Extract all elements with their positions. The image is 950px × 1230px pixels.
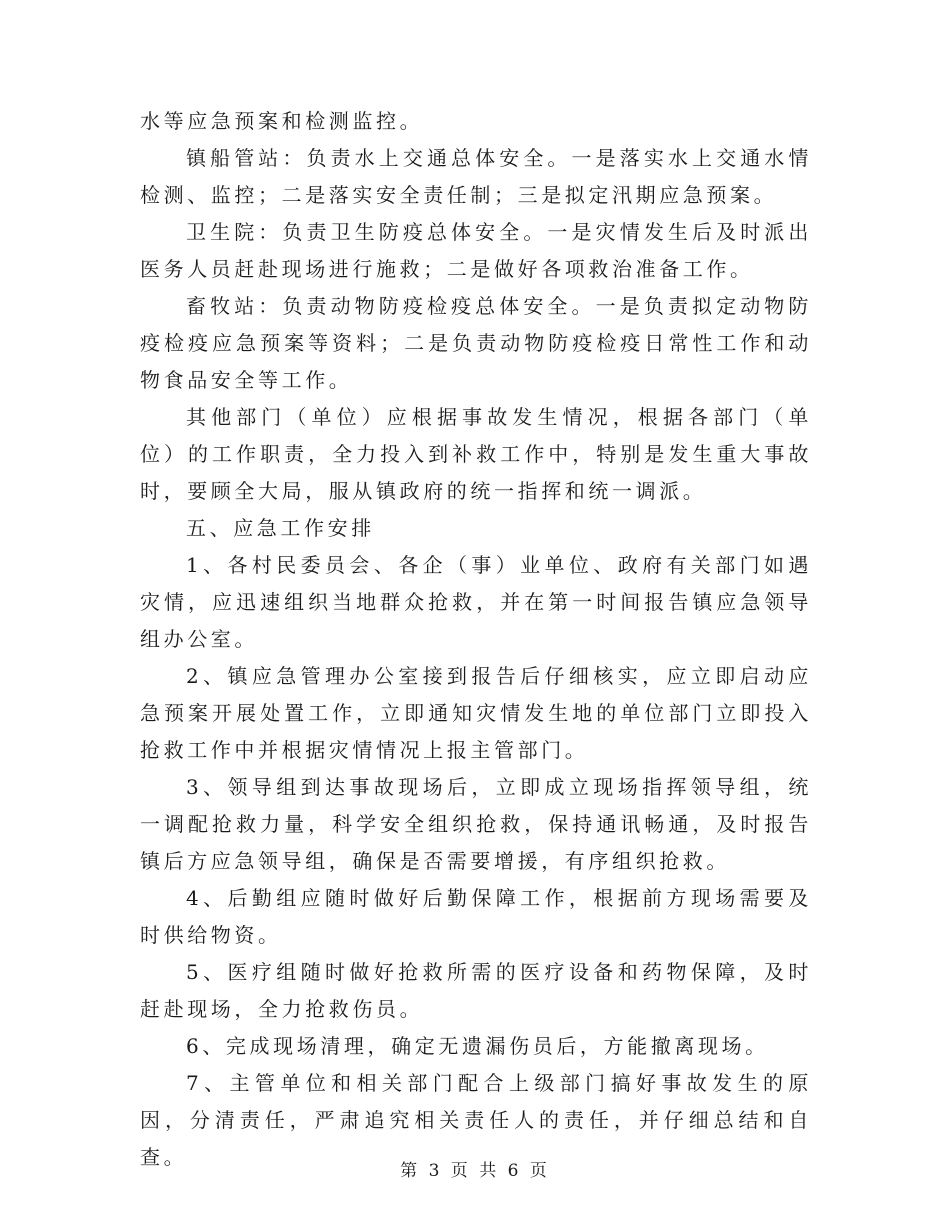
list-item-6: 6、完成现场清理，确定无遗漏伤员后，方能撤离现场。 xyxy=(186,1034,769,1058)
paragraph-health-center: 卫生院：负责卫生防疫总体安全。一是灾情发生后及时派出医务人员赶赴现场进行施救；二是做好各项救治准备工作。 xyxy=(140,220,812,281)
section-heading-emergency-arrangements: 五、应急工作安排 xyxy=(186,516,375,540)
list-item-4: 4、后勤组应随时做好后勤保障工作，根据前方现场需要及时供给物资。 xyxy=(140,886,812,947)
paragraph-continuation: 水等应急预案和检测监控。 xyxy=(140,109,424,133)
list-item-2: 2、镇应急管理办公室接到报告后仔细核实，应立即启动应急预案开展处置工作，立即通知灾情发生地的单位部门立即投入抢救工作中并根据灾情情况上报主管部门。 xyxy=(140,664,812,762)
document-body xyxy=(140,103,812,1176)
paragraph-other-departments: 其他部门（单位）应根据事故发生情况，根据各部门（单位）的工作职责，全力投入到补救工作中，特别是发生重大事故时，要顾全大局，服从镇政府的统一指挥和统一调派。 xyxy=(140,405,812,503)
list-item-3: 3、领导组到达事故现场后，立即成立现场指挥领导组，统一调配抢救力量，科学安全组织抢救，保持通讯畅通，及时报告镇后方应急领导组，确保是否需要增援，有序组织抢救。 xyxy=(140,775,812,873)
list-item-1: 1、各村民委员会、各企（事）业单位、政府有关部门如遇灾情，应迅速组织当地群众抢救，并在第一时间报告镇应急领导组办公室。 xyxy=(140,553,812,651)
paragraph-boat-station: 镇船管站：负责水上交通总体安全。一是落实水上交通水情检测、监控；二是落实安全责任制；三是拟定汛期应急预案。 xyxy=(140,146,812,207)
page-number-footer: 第 3 页 共 6 页 xyxy=(400,1161,550,1181)
paragraph-livestock-station: 畜牧站：负责动物防疫检疫总体安全。一是负责拟定动物防疫检疫应急预案等资料；二是负责动物防疫检疫日常性工作和动物食品安全等工作。 xyxy=(140,294,812,392)
list-item-7: 7、主管单位和相关部门配合上级部门搞好事故发生的原因，分清责任，严肃追究相关责任人的责任，并仔细总结和自查。 xyxy=(140,1071,812,1169)
list-item-5: 5、医疗组随时做好抢救所需的医疗设备和药物保障，及时赶赴现场，全力抢救伤员。 xyxy=(140,960,812,1021)
